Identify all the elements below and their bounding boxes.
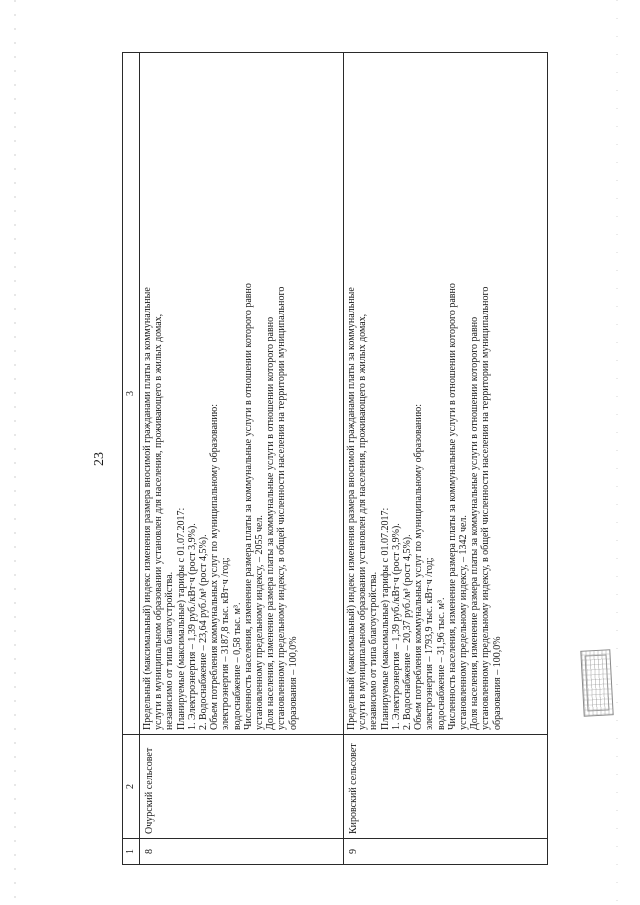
text-line: Численность населения, изменение размера платы за коммунальные услуги в отношении которого равно bbox=[242, 283, 254, 730]
text-line: 1. Электроэнергия – 1,39 руб./кВт·ч (рост 3,9%). bbox=[390, 523, 402, 730]
text-line: водоснабжение – 0,58 тыс. м³. bbox=[231, 602, 243, 730]
header-col-1: 1 bbox=[123, 839, 140, 865]
scan-edge-left bbox=[14, 0, 16, 905]
text-line: Планируемые (максимальные) тарифы с 01.07.2017: bbox=[379, 507, 391, 730]
text-line: Объем потребления коммунальных услуг по муниципальному образованию: bbox=[413, 404, 425, 730]
table-header-row bbox=[123, 53, 140, 865]
text-line: 2. Водоснабжение – 23,64 руб./м³ (рост 4,5%). bbox=[198, 534, 210, 730]
municipality-name: Кировский сельсовет bbox=[344, 735, 548, 839]
row-description bbox=[344, 53, 548, 735]
row-description bbox=[140, 53, 344, 735]
text-line: образования – 100,0% bbox=[287, 636, 299, 730]
text-line: Планируемые (максимальные) тарифы с 01.07.2017: bbox=[175, 507, 187, 730]
text-line: образования – 100,0% bbox=[491, 636, 503, 730]
page-number: 23 bbox=[92, 452, 107, 466]
approval-stamp bbox=[580, 649, 613, 716]
text-line: независимо от типа благоустройства. bbox=[164, 571, 176, 730]
rotated-document-page bbox=[90, 53, 550, 865]
text-line: 2. Водоснабжение – 20,37 руб./м³ (рост 4,5%). bbox=[402, 534, 414, 730]
text-line: установленному предельному индексу, в общей численности населения на территории муниципального bbox=[480, 286, 492, 730]
text-line: Доля населения, изменение размера платы за коммунальные услуги в отношении которого равно bbox=[265, 316, 277, 730]
header-col-3: 3 bbox=[123, 53, 140, 735]
text-line: Доля населения, изменение размера платы за коммунальные услуги в отношении которого равно bbox=[469, 316, 481, 730]
text-line: установленному предельному индексу, в общей численности населения на территории муниципального bbox=[276, 286, 288, 730]
table-row bbox=[344, 53, 548, 865]
header-col-2: 2 bbox=[123, 735, 140, 839]
text-line: Предельный (максимальный) индекс изменения размера вносимой гражданами платы за коммунальные bbox=[346, 287, 357, 730]
text-line: электроэнергия – 1793,9 тыс. кВт·ч /год; bbox=[424, 557, 436, 730]
text-line: услуги в муниципальном образовании установлен для населения, проживающего в жилых домах, bbox=[153, 313, 165, 730]
description-text bbox=[346, 57, 503, 730]
text-line: услуги в муниципальном образовании установлен для населения, проживающего в жилых домах, bbox=[357, 313, 369, 730]
text-line: водоснабжение – 31,96 тыс. м³. bbox=[435, 597, 447, 730]
text-line: Численность населения, изменение размера платы за коммунальные услуги в отношении которого равно bbox=[446, 283, 458, 730]
row-number: 9 bbox=[344, 839, 548, 865]
description-text bbox=[142, 57, 299, 730]
text-line: установленному предельному индексу, – 1342 чел. bbox=[458, 515, 470, 730]
scan-edge-right bbox=[616, 0, 618, 905]
municipality-name: Очурский сельсовет bbox=[140, 735, 344, 839]
text-line: установленному предельному индексу, – 2055 чел. bbox=[254, 515, 266, 730]
tariff-table bbox=[122, 52, 548, 865]
text-line: Объем потребления коммунальных услуг по муниципальному образованию: bbox=[209, 404, 221, 730]
text-line: независимо от типа благоустройства. bbox=[368, 571, 380, 730]
text-line: Предельный (максимальный) индекс изменения размера вносимой гражданами платы за коммунальные bbox=[142, 287, 153, 730]
text-line: 1. Электроэнергия – 1,39 руб./кВт·ч (рост 3,9%). bbox=[186, 523, 198, 730]
table-row bbox=[140, 53, 344, 865]
text-line: электроэнергия – 3187,8 тыс. кВт·ч /год; bbox=[220, 557, 232, 730]
row-number: 8 bbox=[140, 839, 344, 865]
